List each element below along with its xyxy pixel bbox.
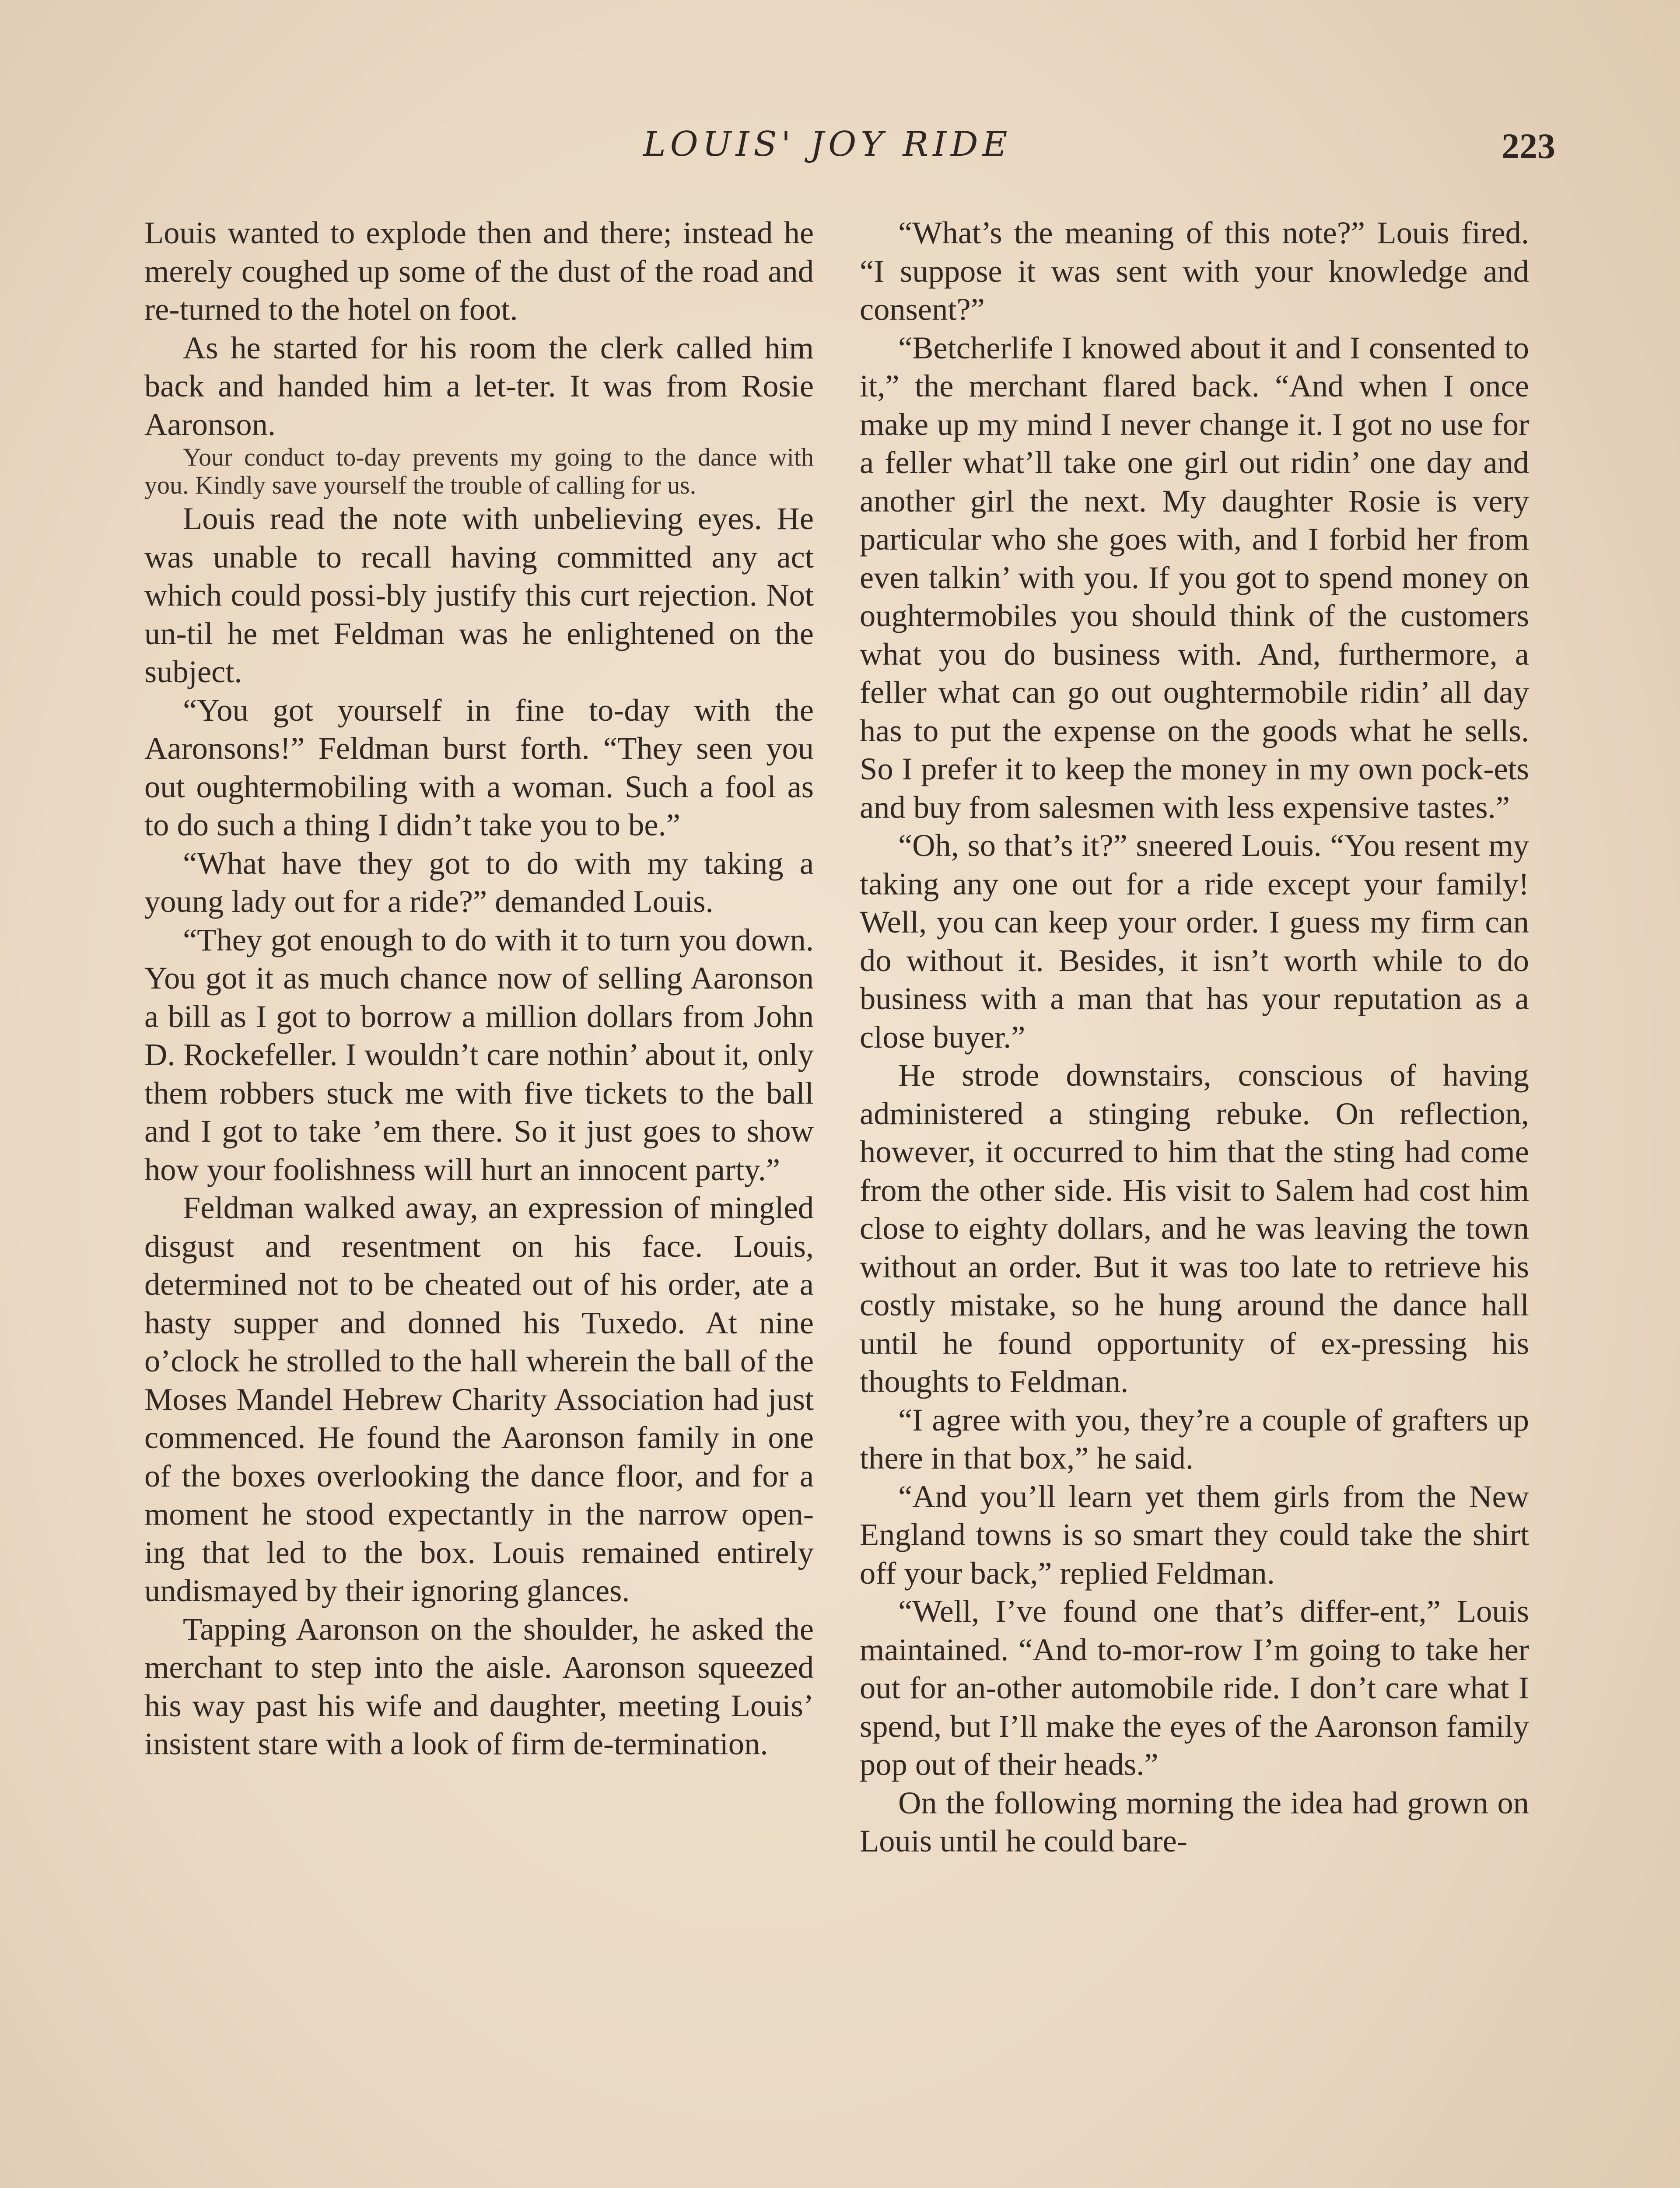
paragraph: On the following morning the idea had grown on Louis until he could bare-: [860, 1785, 1529, 1858]
quoted-note: Your conduct to-day prevents my going to the dance with you. Kindly save yourself the trouble of calling for us.: [144, 443, 814, 499]
paragraph: Tapping Aaronson on the shoulder, he asked the merchant to step into the aisle. Aaronson squeezed his way past his wife and daughter, meeting Louis’ insistent stare with a look of firm de-termination.: [144, 1611, 814, 1761]
paragraph: “And you’ll learn yet them girls from the New England towns is so smart they could take the shirt off your back,” replied Feldman.: [860, 1478, 1529, 1591]
paragraph: “They got enough to do with it to turn you down. You got it as much chance now of selling Aaronson a bill as I got to borrow a million dollars from John D. Rockefeller. I wouldn’t care nothin’ about it, only them robbers stuck me with five tickets to the ball and I got to take ’em there. So it just goes to show how your foolishness will hurt an innocent party.”: [144, 922, 814, 1187]
paragraph: He strode downstairs, conscious of having administered a stinging rebuke. On reflection, however, it occurred to him that the sting had come from the other side. His visit to Salem had cost him close to eighty dollars, and he was leaving the town without an order. But it was too late to retrieve his costly mistake, so he hung around the dance hall until he found opportunity of ex-pressing his thoughts to Feldman.: [860, 1057, 1529, 1399]
left-column: [144, 214, 814, 1763]
paragraph: Louis wanted to explode then and there; instead he merely coughed up some of the dust of the road and re-turned to the hotel on foot.: [144, 215, 814, 327]
paragraph: “Oh, so that’s it?” sneered Louis. “You resent my taking any one out for a ride except your family! Well, you can keep your order. I guess my firm can do without it. Besides, it isn’t worth while to do business with a man that has your reputation as a close buyer.”: [860, 828, 1529, 1055]
paragraph: Feldman walked away, an expression of mingled disgust and resentment on his face. Louis, determined not to be cheated out of his order, ate a hasty supper and donned his Tuxedo. At nine o’clock he strolled to the hall wherein the ball of the Moses Mandel Hebrew Charity Association had just commenced. He found the Aaronson family in one of the boxes overlooking the dance floor, and for a moment he stood expectantly in the narrow open-ing that led to the box. Louis remained entirely undismayed by their ignoring glances.: [144, 1190, 814, 1608]
running-title: LOUIS' JOY RIDE: [643, 125, 1012, 164]
right-column: [860, 214, 1529, 1860]
paragraph: “You got yourself in fine to-day with the Aaronsons!” Feldman burst forth. “They seen you out oughtermobiling with a woman. Such a fool as to do such a thing I didn’t take you to be.”: [144, 692, 814, 842]
paragraph: As he started for his room the clerk called him back and handed him a let-ter. It was from Rosie Aaronson.: [144, 330, 814, 442]
page-number: 223: [1502, 126, 1555, 166]
paragraph: “Well, I’ve found one that’s differ-ent,” Louis maintained. “And to-mor-row I’m going to take her out for an-other automobile ride. I don’t care what I spend, but I’ll make the eyes of the Aaronson family pop out of their heads.”: [860, 1593, 1529, 1782]
paragraph: “I agree with you, they’re a couple of grafters up there in that box,” he said.: [860, 1402, 1529, 1476]
running-header: [0, 125, 1680, 177]
paragraph: “Betcherlife I knowed about it and I consented to it,” the merchant flared back. “And when I once make up my mind I never change it. I got no use for a feller what’ll take one girl out ridin’ one day and another girl the next. My daughter Rosie is very particular who she goes with, and I forbid her from even talkin’ with you. If you got to spend money on oughtermobiles you should think of the customers what you do business with. And, furthermore, a feller what can go out oughtermobile ridin’ all day has to put the expense on the goods what he sells. So I prefer it to keep the money in my own pock-ets and buy from salesmen with less expensive tastes.”: [860, 330, 1529, 825]
paragraph: Louis read the note with unbelieving eyes. He was unable to recall having committed any act which could possi-bly justify this curt rejection. Not un-til he met Feldman was he enlightened on the subject.: [144, 501, 814, 689]
paragraph: “What have they got to do with my taking a young lady out for a ride?” demanded Louis.: [144, 845, 814, 919]
paragraph: “What’s the meaning of this note?” Louis fired. “I suppose it was sent with your knowledge and consent?”: [860, 215, 1529, 327]
